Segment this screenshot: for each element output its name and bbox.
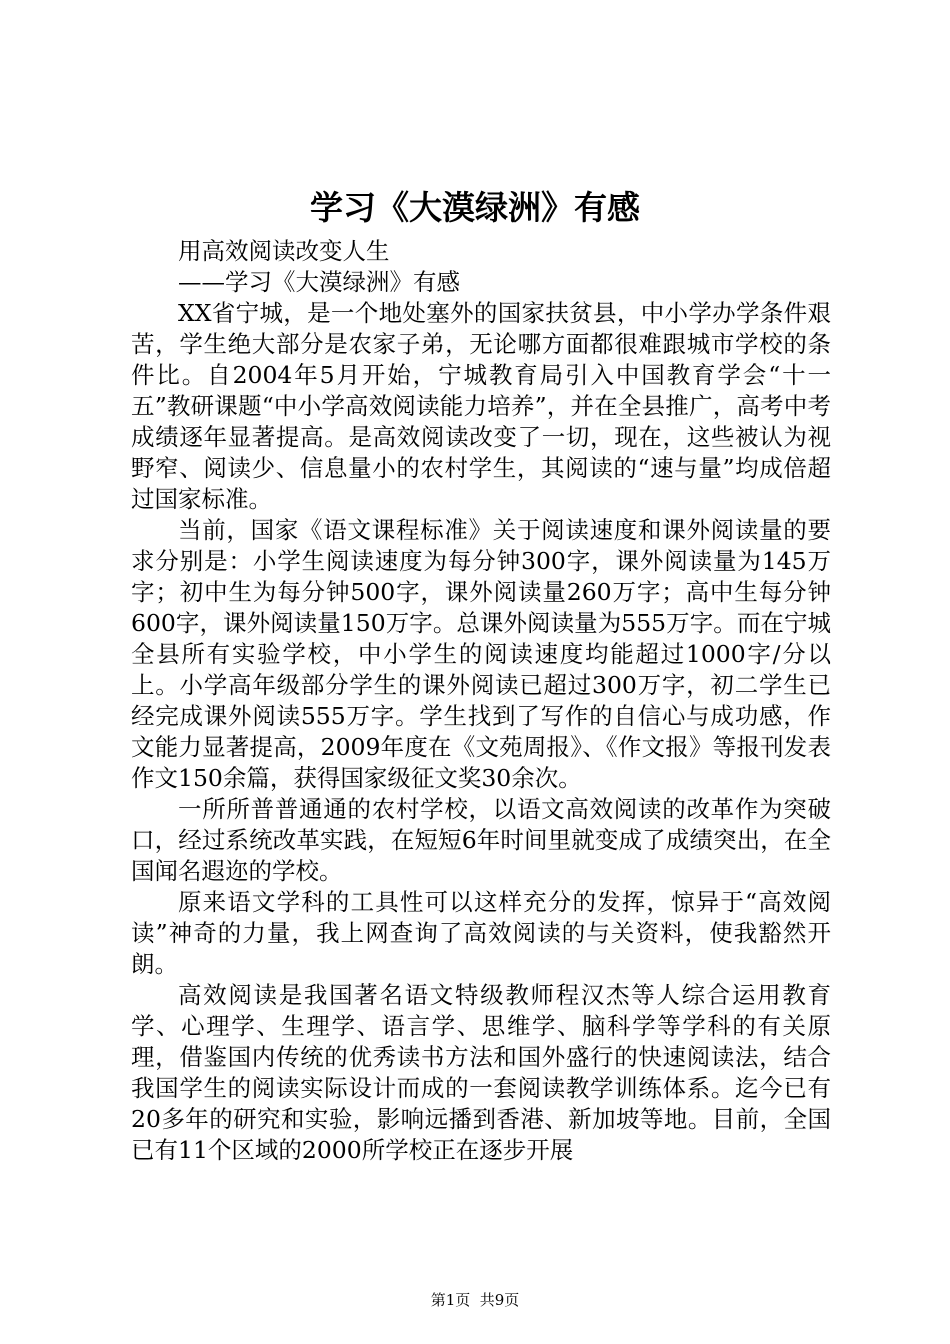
- document-body: [131, 236, 831, 1166]
- paragraph-2: 当前，国家《语文课程标准》关于阅读速度和课外阅读量的要求分别是：小学生阅读速度为每分钟300字，课外阅读量为145万字；初中生为每分钟500字，课外阅读量260万字；高中生每分钟600字，课外阅读量150万字。总课外阅读量为555万字。而在宁城全县所有实验学校，中小学生的阅读速度均能超过1000字/分以上。小学高年级部分学生的课外阅读已超过300万字，初二学生已经完成课外阅读555万字。学生找到了写作的自信心与成功感，作文能力显著提高，2009年度在《文苑周报》、《作文报》等报刊发表作文150余篇，获得国家级征文奖30余次。: [131, 516, 831, 792]
- page-number: 第1页 共9页: [430, 1291, 520, 1309]
- paragraph-5: 高效阅读是我国著名语文特级教师程汉杰等人综合运用教育学、心理学、生理学、语言学、思维学、脑科学等学科的有关原理，借鉴国内传统的优秀读书方法和国外盛行的快速阅读法，结合我国学生的阅读实际设计而成的一套阅读教学训练体系。迄今已有20多年的研究和实验，影响远播到香港、新加坡等地。目前，全国已有11个区域的2000所学校正在逐步开展: [131, 981, 831, 1164]
- document-subtitle: 用高效阅读改变人生: [178, 237, 390, 265]
- paragraph-4: 原来语文学科的工具性可以这样充分的发挥，惊异于“高效阅读”神奇的力量，我上网查询了高效阅读的与关资料，使我豁然开朗。: [131, 888, 831, 978]
- page-footer: [0, 1289, 950, 1311]
- document-title: 学习《大漠绿洲》有感: [310, 188, 640, 227]
- document-subtitle-2: ——学习《大漠绿洲》有感: [178, 268, 460, 296]
- paragraph-3: 一所所普普通通的农村学校，以语文高效阅读的改革作为突破口，经过系统改革实践，在短短6年时间里就变成了成绩突出，在全国闻名遐迩的学校。: [131, 795, 831, 885]
- paragraph-1: XX省宁城，是一个地处塞外的国家扶贫县，中小学办学条件艰苦，学生绝大部分是农家子弟，无论哪方面都很难跟城市学校的条件比。自2004年5月开始，宁城教育局引入中国教育学会“十一五”教研课题“中小学高效阅读能力培养”，并在全县推广，高考中考成绩逐年显著提高。是高效阅读改变了一切，现在，这些被认为视野窄、阅读少、信息量小的农村学生，其阅读的“速与量”均成倍超过国家标准。: [131, 299, 831, 513]
